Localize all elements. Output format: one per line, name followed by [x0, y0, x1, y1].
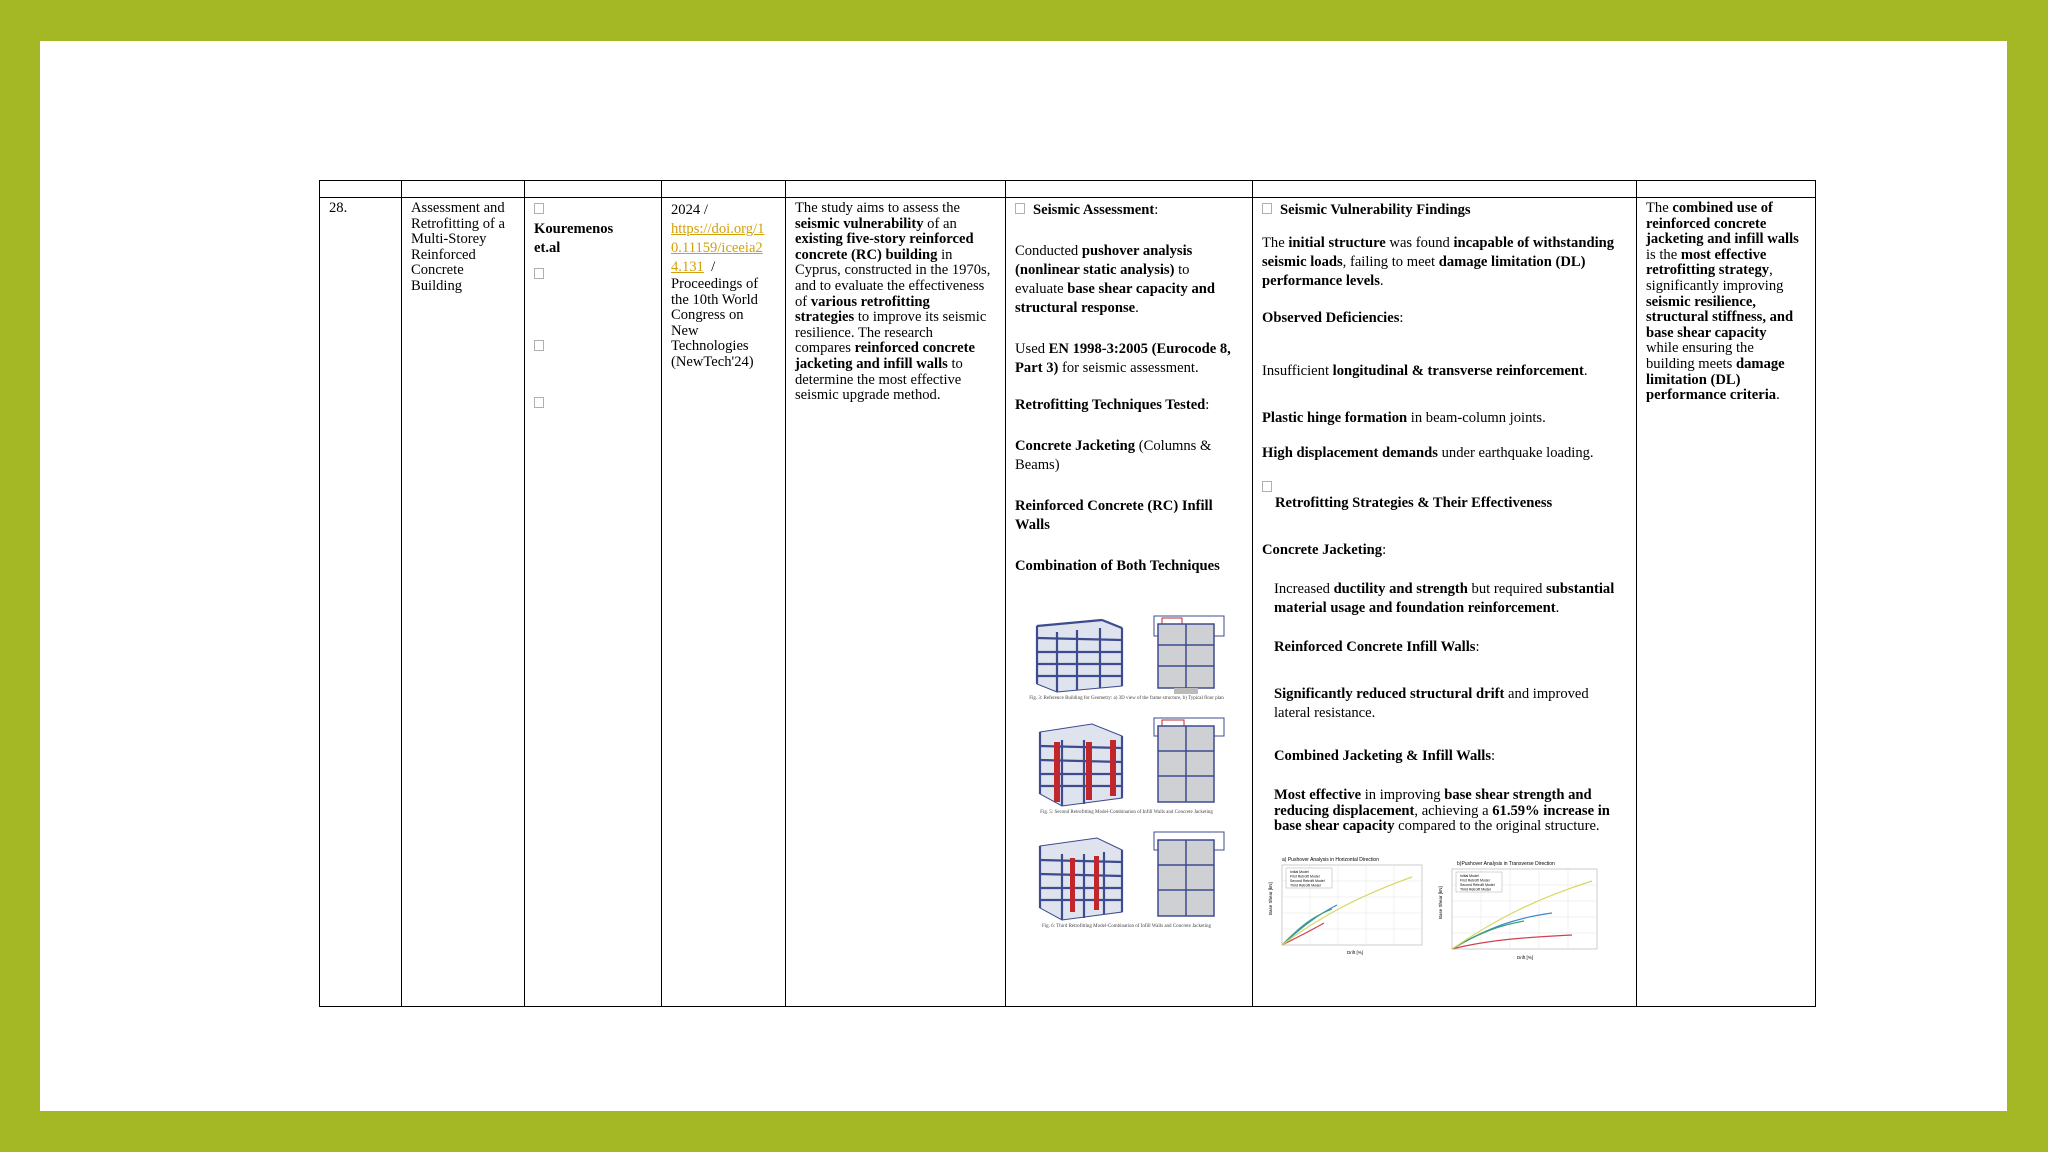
checkbox-icon	[1262, 481, 1272, 492]
author-name: Kouremenos et.al	[534, 221, 614, 256]
x-axis-label: Drift [%]	[1347, 949, 1364, 955]
legend-item: First Retrofit Model	[1460, 878, 1490, 883]
legend-item: Initial Model	[1290, 869, 1309, 874]
frame-3d-view	[1040, 838, 1122, 920]
y-axis-label: Base Shear [kN]	[1268, 882, 1273, 915]
building-figure-third-model	[1022, 828, 1232, 924]
checkbox-icon	[534, 340, 544, 351]
legend-item: Second Retrofit Model	[1460, 882, 1495, 887]
methods-cell: Seismic Assessment: Conducted pushover analysis (nonlinear static analysis) to evaluate base shear capacity and structural response. Used EN 1998-3:2005 (Eurocode 8, Part 3) for seismic assessment. Retrofitting Techniques Tested: Concrete Jacketing (Columns & Beams) Reinforced Concrete (RC) Infill Walls Combination of Both Techniques Fig. 3: Reference Building for Geometry: a) 3D view of the frame structure, b) Typical floor plan Fig. 5: Second Retrofitting Model-Combination of Infill Walls and Concrete Jacketing Fig. 6: Third Retrofitting Model-Combination of Infill Walls and Concrete Jacketing	[1006, 198, 1253, 1007]
figure-caption: Fig. 5: Second Retrofitting Model-Combination of Infill Walls and Concrete Jacketing	[1040, 810, 1213, 815]
year: 2024 /	[671, 202, 708, 218]
publication-cell: 2024 / https://doi.org/10.11159/iceeia24.131 / Proceedings of the 10th World Congress on New Technologies (NewTech'24)	[662, 198, 786, 1007]
chart-title: a) Pushover Analysis in Horizontal Direction	[1282, 856, 1379, 863]
findings-heading: Seismic Vulnerability Findings	[1280, 202, 1471, 218]
building-figure-reference	[1022, 606, 1232, 696]
methods-heading: Seismic Assessment	[1033, 202, 1155, 218]
table-row	[320, 198, 1816, 1007]
conclusion-cell: The combined use of reinforced concrete jacketing and infill walls is the most effective retrofitting strategy, significantly improving seismic resilience, structural stiffness, and base shear capacity while ensuring the building meets damage limitation (DL) performance criteria.	[1637, 198, 1816, 1007]
checkbox-icon	[534, 268, 544, 279]
pushover-chart-transverse	[1438, 861, 1597, 960]
authors-cell	[525, 198, 662, 1007]
y-axis-label: Base Shear [kN]	[1438, 886, 1443, 919]
figure-caption: Fig. 3: Reference Building for Geometry: a) 3D view of the frame structure, b) Typical floor plan	[1029, 696, 1224, 701]
paper-title: Assessment and Retrofitting of a Multi-Storey Reinforced Concrete Building	[402, 198, 525, 1007]
table-header-row	[320, 181, 1816, 198]
slide-canvas	[40, 41, 2007, 1111]
floor-plan	[1154, 832, 1224, 916]
legend-item: Third Retrofit Model	[1460, 887, 1491, 892]
literature-review-table	[319, 180, 1816, 1007]
checkbox-icon	[534, 397, 544, 408]
legend-item: Second Retrofit Model	[1290, 878, 1325, 883]
x-axis-label: Drift [%]	[1517, 954, 1534, 960]
checkbox-icon	[534, 203, 544, 214]
pushover-charts	[1262, 855, 1602, 965]
chart-title: b)Pushover Analysis in Transverse Direction	[1457, 860, 1555, 867]
checkbox-icon	[1262, 203, 1272, 214]
building-figure-second-model	[1022, 714, 1232, 810]
floor-plan	[1154, 718, 1224, 802]
findings-cell: Seismic Vulnerability Findings The initial structure was found incapable of withstanding seismic loads, failing to meet damage limitation (DL) performance levels. Observed Deficiencies: Insufficient longitudinal & transverse reinforcement. Plastic hinge formation in beam-column joints. High displacement demands under earthquake loading. Retrofitting Strategies & Their Effectiveness Concrete Jacketing: Increased ductility and strength but required substantial material usage and foundation reinforcement. Reinforced Concrete Infill Walls: Significantly reduced structural drift and improved lateral resistance. Combined Jacketing & Infill Walls: Most effective in improving base shear strength and reducing displacement, achieving a 61.59% increase in base shear capacity compared to the original structure. a) Pushover Analysis in Horizontal Direction Initial Model First Retrofit Model Second Retrofit Model Third Retrofit Model Drift [%] Base Shear [kN] b)Pushover Analysis in Transverse Direction Initial Model First Retrofit Model Second Retrofit Model Third Retrofit Model Drift [%] Base Shear [kN]	[1253, 198, 1637, 1007]
objective-cell: The study aims to assess the seismic vulnerability of an existing five-story reinforced concrete (RC) building in Cyprus, constructed in the 1970s, and to evaluate the effectiveness of various retrofitting strategies to improve its seismic resilience. The research compares reinforced concrete jacketing and infill walls to determine the most effective seismic upgrade method.	[786, 198, 1006, 1007]
venue: Proceedings of the 10th World Congress on New Technologies (NewTech'24)	[671, 276, 759, 370]
row-number: 28.	[320, 198, 402, 1007]
legend-item: Initial Model	[1460, 873, 1479, 878]
frame-3d-view	[1040, 724, 1122, 806]
checkbox-icon	[1015, 203, 1025, 214]
frame-3d-view	[1037, 620, 1122, 692]
doi-link[interactable]: https://doi.org/10.11159/iceeia24.131	[671, 221, 765, 275]
figure-caption: Fig. 6: Third Retrofitting Model-Combination of Infill Walls and Concrete Jacketing	[1042, 924, 1211, 929]
floor-plan	[1154, 616, 1224, 694]
legend-item: Third Retrofit Model	[1290, 883, 1321, 888]
pushover-chart-horizontal	[1268, 857, 1422, 955]
legend-item: First Retrofit Model	[1290, 874, 1320, 879]
